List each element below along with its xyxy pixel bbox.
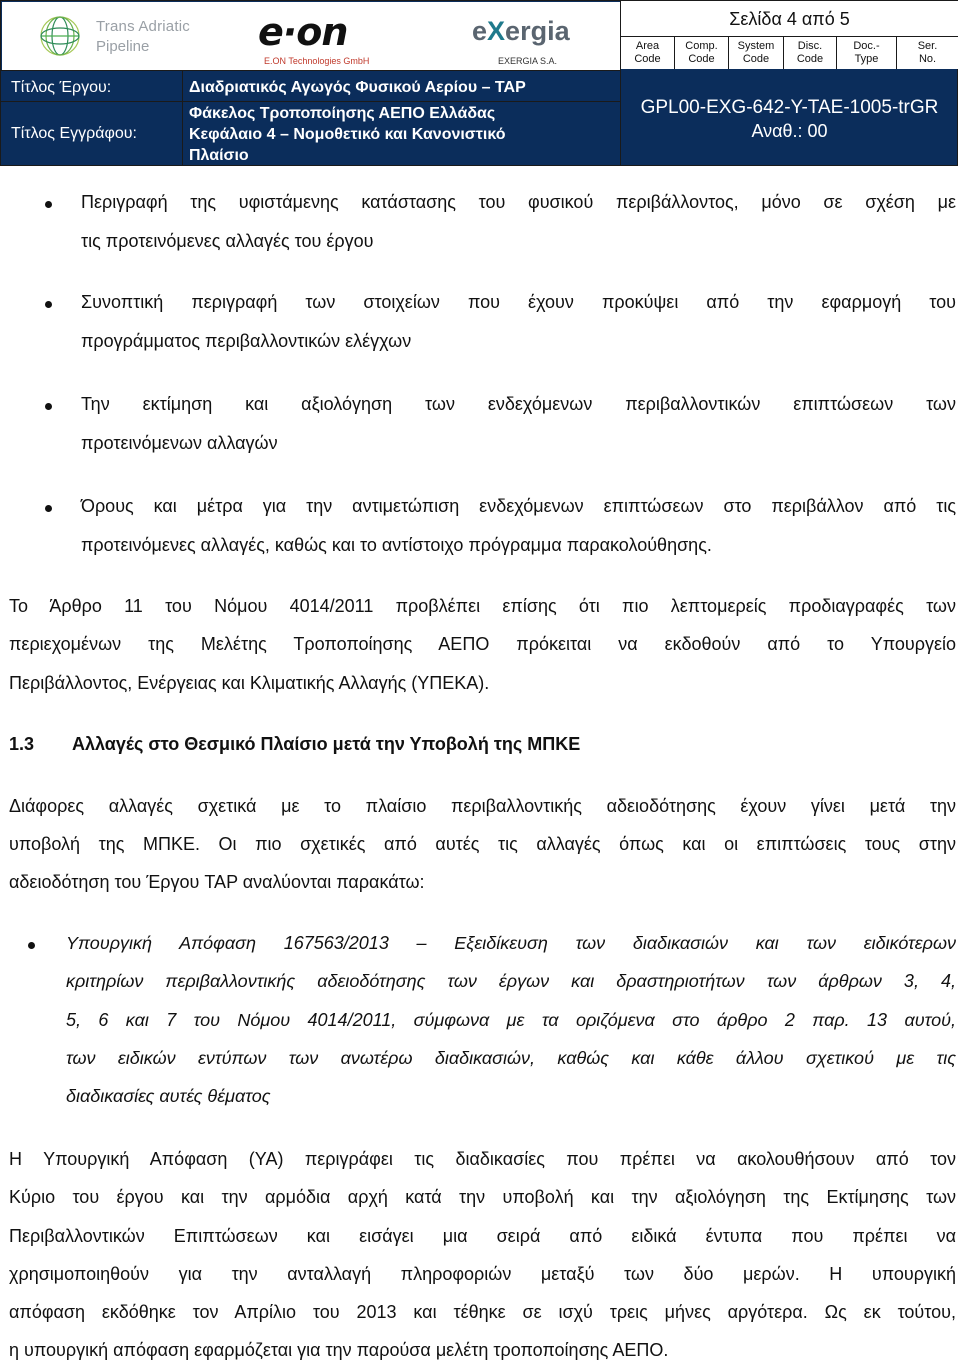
exergia-logo-sub: EXERGIA S.A.	[498, 56, 558, 66]
list-item-line: τις προτεινόμενες αλλαγές του έργου	[81, 231, 374, 251]
paragraph-line: αδειοδότηση του Έργου TAP αναλύονται παρακάτω:	[9, 872, 425, 892]
exergia-logo-mark: eXergia	[472, 16, 570, 46]
document-header	[0, 0, 958, 166]
code-field-doctype: Doc.- Type	[836, 37, 896, 69]
section-number: 1.3	[9, 734, 35, 754]
list-item-line: κριτηρίων περιβαλλοντικής αδειοδότησης των έργων και δραστηριοτήτων των άρθρων 3, 4,	[66, 971, 956, 991]
paragraph-line: υποβολή της ΜΠΚΕ. Οι πιο σχετικές από αυτές τις αλλαγές όπως και οι επιπτώσεις τους στην	[9, 834, 956, 854]
eon-logo-mark: e·on	[258, 10, 348, 54]
page-number: Σελίδα 4 από 5	[621, 1, 958, 37]
list-item-line: προτεινόμενες αλλαγές, καθώς και το αντίστοιχο πρόγραμμα παρακολούθησης.	[81, 535, 712, 555]
document-title-line1: Φάκελος Τροποποίησης ΑΕΠΟ Ελλάδας	[189, 105, 496, 122]
tap-globe-icon	[38, 14, 82, 58]
paragraph-line: περιεχομένων της Μελέτης Τροποποίησης ΑΕΠΟ πρόκειται να εκδοθούν από το Υπουργείο	[9, 634, 956, 654]
list-item-line: διαδικασίες αυτές θέματος	[66, 1086, 271, 1106]
paragraph-line: Η Υπουργική Απόφαση (ΥΑ) περιγράφει τις διαδικασίες που πρέπει να ακολουθήσουν από τον	[9, 1149, 956, 1169]
exergia-logo	[472, 10, 592, 66]
project-title-value: Διαδριατικός Αγωγός Φυσικού Αερίου – TAP	[189, 79, 526, 96]
tap-logo-line1: Trans Adriatic	[96, 18, 190, 35]
bullet-marker	[45, 301, 52, 308]
list-item-line: προτεινόμενων αλλαγών	[81, 433, 278, 453]
paragraph-line: χρησιμοποιηθούν για την ανταλλαγή πληροφοριών μεταξύ των δύο μερών. Η υπουργική	[9, 1264, 956, 1284]
tap-logo-line2: Pipeline	[96, 38, 150, 55]
list-item-line: Συνοπτική περιγραφή των στοιχείων που έχουν προκύψει από την εφαρμογή του	[81, 292, 956, 312]
paragraph-line: Περιβάλλοντος, Ενέργειας και Κλιματικής Αλλαγής (ΥΠΕΚΑ).	[9, 673, 490, 693]
bullet-marker	[45, 403, 52, 410]
section-title: Αλλαγές στο Θεσμικό Πλαίσιο μετά την Υποβολή της ΜΠΚΕ	[72, 734, 581, 754]
bullet-marker	[45, 505, 52, 512]
paragraph-line: Διάφορες αλλαγές σχετικά με το πλαίσιο περιβαλλοντικής αδειοδότησης έχουν γίνει μετά την	[9, 796, 956, 816]
list-item-line: Όρους και μέτρα για την αντιμετώπιση ενδεχόμενων επιπτώσεων στο περιβάλλον από τις	[81, 496, 956, 516]
document-title-label: Τίτλος Εγγράφου:	[11, 125, 137, 142]
paragraph-line: απόφαση εκδόθηκε τον Απρίλιο του 2013 και τέθηκε σε ισχύ τρεις μήνες αργότερα. Ως εκ τούτου,	[9, 1302, 956, 1322]
eon-logo-sub: E.ON Technologies GmbH	[264, 56, 370, 66]
list-item-line: των ειδικών εντύπων των ανωτέρω διαδικασιών, καθώς και κάθε άλλου σχετικού με τις	[66, 1048, 956, 1068]
code-fields-row	[621, 37, 958, 69]
paragraph-line: Το Άρθρο 11 του Νόμου 4014/2011 προβλέπει επίσης ότι πιο λεπτομερείς προδιαγραφές των	[9, 596, 956, 616]
code-field-comp: Comp. Code	[674, 37, 728, 69]
project-title-label: Τίτλος Έργου:	[11, 79, 112, 96]
document-title-line3: Πλαίσιο	[189, 147, 249, 164]
document-code-block	[621, 1, 958, 165]
list-item-line: Περιγραφή της υφιστάμενης κατάστασης του φυσικού περιβάλλοντος, μόνο σε σχέση με	[81, 192, 956, 212]
logo-strip	[2, 2, 620, 70]
code-field-area: Area Code	[634, 40, 661, 65]
header-divider	[1, 70, 620, 71]
paragraph-line: Περιβαλλοντικών Επιπτώσεων και εισάγει μια σειρά από ειδικά έντυπα που πρέπει να	[9, 1226, 956, 1246]
bullet-marker	[45, 201, 52, 208]
paragraph-line: Κύριο του έργου και την αρμόδια αρχή κατά την υποβολή και την αξιολόγηση της Εκτίμησης των	[9, 1187, 956, 1207]
header-divider	[1, 101, 620, 102]
list-item-line: Την εκτίμηση και αξιολόγηση των ενδεχόμενων περιβαλλοντικών επιπτώσεων των	[81, 394, 956, 414]
list-item-line: 5, 6 και 7 του Νόμου 4014/2011, σύμφωνα με τα οριζόμενα στο άρθρο 2 παρ. 13 αυτού,	[66, 1010, 956, 1030]
header-divider	[182, 70, 183, 166]
tap-logo	[38, 12, 198, 62]
paragraph-line: η υπουργική απόφαση εφαρμόζεται για την παρούσα μελέτη τροποποίησης ΑΕΠΟ.	[9, 1340, 669, 1360]
list-item-line: Υπουργική Απόφαση 167563/2013 – Εξειδίκευση των διαδικασιών και των ειδικότερων	[66, 933, 956, 953]
document-title-line2: Κεφάλαιο 4 – Νομοθετικό και Κανονιστικό	[189, 126, 506, 143]
code-field-serno: Ser. No.	[896, 37, 958, 69]
bullet-marker	[28, 942, 35, 949]
revision-number: Αναθ.: 00	[751, 121, 828, 141]
document-number: GPL00-EXG-642-Y-TAE-1005-trGR	[640, 97, 939, 118]
list-item-line: προγράμματος περιβαλλοντικών ελέγχων	[81, 331, 412, 351]
eon-logo	[258, 10, 398, 66]
code-field-system: System Code	[728, 37, 783, 69]
code-field-disc: Disc. Code	[783, 37, 836, 69]
